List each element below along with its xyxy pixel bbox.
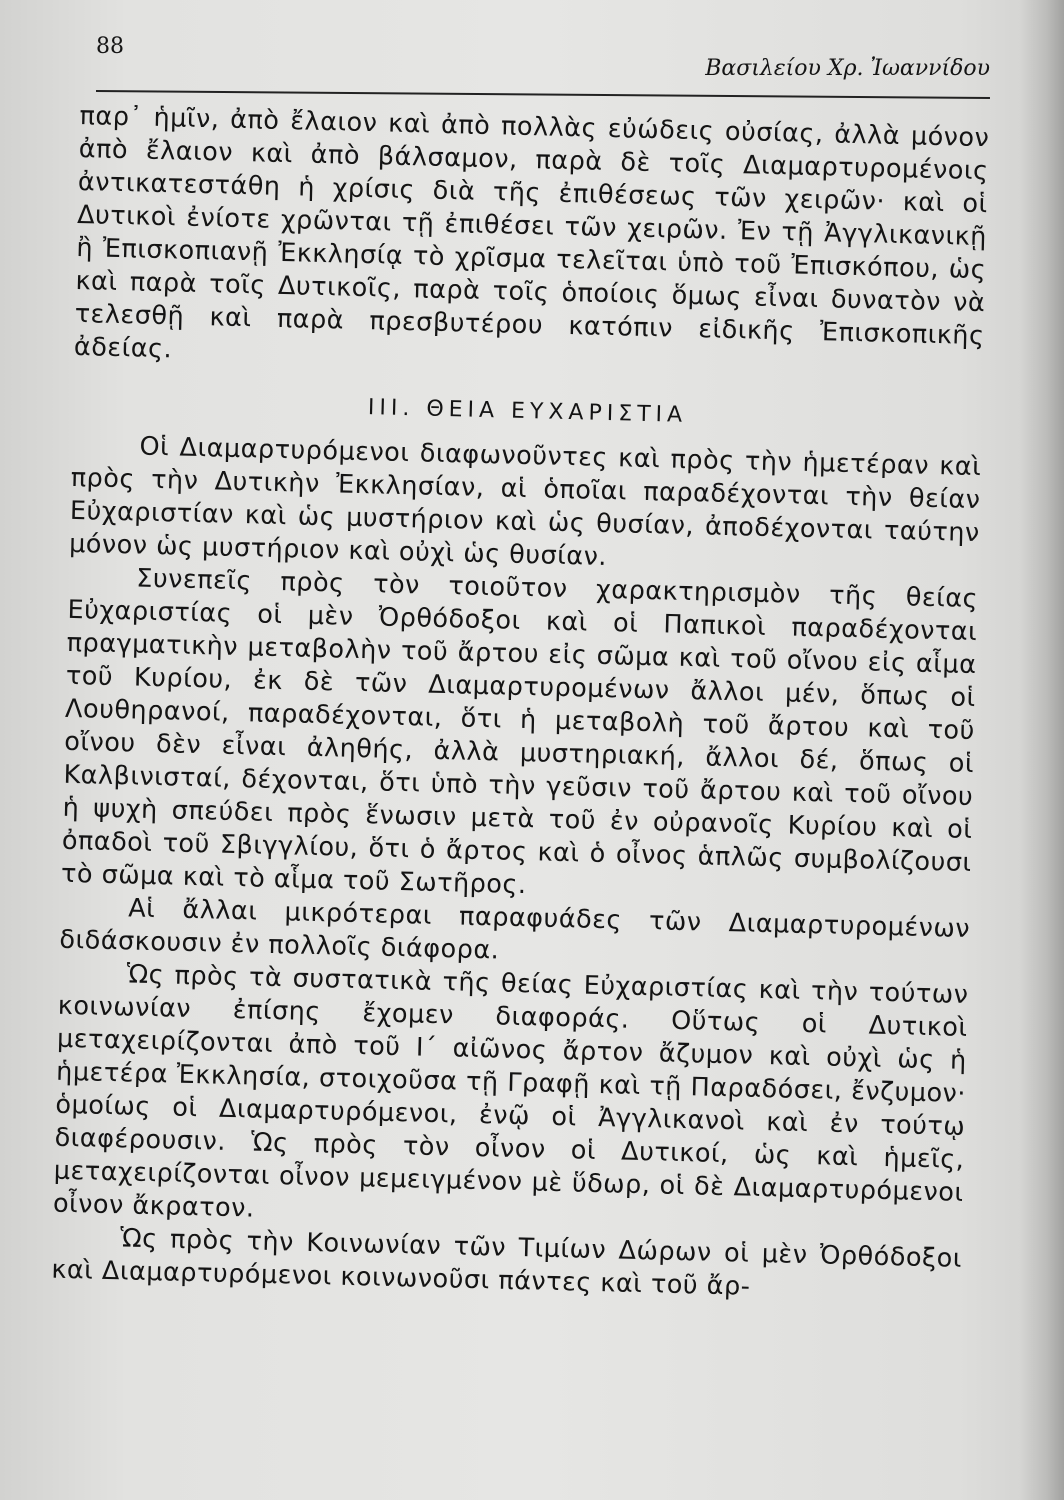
paragraph-minor-branches: Αἱ ἄλλαι μικρότεραι παραφυάδες τῶν Διαμαρτυρομένων διδάσκουσιν ἐν πολλοῖς διάφορα. [59, 893, 971, 966]
paragraph-elements-bread-wine: Ὡς πρὸς τὰ συστατικὰ τῆς θείας Εὐχαριστίας καὶ τὴν τούτων κοινωνίαν ἐπίσης ἔχομεν διαφοράς. Οὕτως οἱ Δυτικοὶ μεταχειρίζονται ἀπὸ τοῦ Ι´ αἰῶνος ἄρτον ἄζυμον καὶ οὐχὶ ὡς ἡ ἡμετέρα Ἐκκλησία, στοιχοῦσα τῇ Γραφῇ καὶ τῇ Παραδόσει, ἔνζυμον· ὁμοίως οἱ Διαμαρτυρόμενοι, ἐνῷ οἱ Ἀγγλικανοὶ καὶ ἐν τούτῳ διαφέρουσιν. Ὡς πρὸς τὸν οἶνον οἱ Δυτικοί, ὡς καὶ ἡμεῖς, μεταχειρίζονται οἶνον μεμειγμένον μὲ ὕδωρ, οἱ δὲ Διαμαρτυρόμενοι οἶνον ἄκρατον. [52, 959, 969, 1224]
running-title: Βασιλείου Χρ. Ἰωαννίδου [705, 56, 990, 81]
page-body [51, 100, 990, 1309]
paragraph-chrism-continued: παρ᾽ ἡμῖν, ἀπὸ ἔλαιον καὶ ἀπὸ πολλὰς εὐώδεις οὐσίας, ἀλλὰ μόνον ἀπὸ ἔλαιον καὶ ἀπὸ βάλσαμον, παρὰ δὲ τοῖς Διαμαρτυρομένοις ἀντικατεστάθη ἡ χρίσις διὰ τῆς ἐπιθέσεως τῶν χειρῶν· καὶ οἱ Δυτικοὶ ἐνίοτε χρῶνται τῇ ἐπιθέσει τῶν χειρῶν. Ἐν τῇ Ἀγγλικανικῇ ἢ Ἐπισκοπιανῇ Ἐκκλησίᾳ τὸ χρῖσμα τελεῖται ὑπὸ τοῦ Ἐπισκόπου, ὡς καὶ παρὰ τοῖς Δυτικοῖς, παρὰ τοῖς ὁποίοις ὅμως εἶναι δυνατὸν νὰ τελεσθῇ καὶ παρὰ πρεσβυτέρου κατόπιν εἰδικῆς Ἐπισκοπικῆς ἀδείας. [73, 100, 990, 365]
paragraph-eucharist-protestants: Οἱ Διαμαρτυρόμενοι διαφωνοῦντες καὶ πρὸς τὴν ἡμετέραν καὶ πρὸς τὴν Δυτικὴν Ἐκκλησίαν, αἱ ὁποῖαι παραδέχονται τὴν θείαν Εὐχαριστίαν καὶ ὡς μυστήριον καὶ ὡς θυσίαν, ἀποδέχονται ταύτην μόνον ὡς μυστήριον καὶ οὐχὶ ὡς θυσίαν. [68, 431, 982, 573]
page-number: 88 [96, 34, 124, 59]
header-rule [96, 90, 990, 99]
page-header [96, 28, 990, 98]
section-heading: III. ΘΕΙΑ ΕΥΧΑΡΙΣΤΙΑ [367, 395, 688, 428]
paragraph-transubstantiation: Συνεπεῖς πρὸς τὸν τοιοῦτον χαρακτηρισμὸν τῆς θείας Εὐχαριστίας οἱ μὲν Ὀρθόδοξοι καὶ οἱ Παπικοὶ παραδέχονται πραγματικὴν μεταβολὴν τοῦ ἄρτου εἰς σῶμα καὶ τοῦ οἴνου εἰς αἷμα τοῦ Κυρίου, ἐκ δὲ τῶν Διαμαρτυρομένων ἄλλοι μέν, ὅπως οἱ Λουθηρανοί, παραδέχονται, ὅτι ἡ μεταβολὴ τοῦ ἄρτου καὶ τοῦ οἴνου δὲν εἶναι ἀληθής, ἀλλὰ μυστηριακή, ἄλλοι δέ, ὅπως οἱ Καλβινισταί, δέχονται, ὅτι ὑπὸ τὴν γεῦσιν τοῦ ἄρτου καὶ τοῦ οἴνου ἡ ψυχὴ σπεύδει πρὸς ἕνωσιν μετὰ τοῦ ἐν οὐρανοῖς Κυρίου καὶ οἱ ὀπαδοὶ τοῦ Σβιγγλίου, ὅτι ὁ ἄρτος καὶ ὁ οἶνος ἁπλῶς συμβολίζουσι τὸ σῶμα καὶ τὸ αἷμα τοῦ Σωτῆρος. [60, 563, 979, 901]
page-gutter-shadow [1020, 0, 1064, 1500]
paragraph-communion: Ὡς πρὸς τὴν Κοινωνίαν τῶν Τιμίων Δώρων οἱ μὲν Ὀρθόδοξοι καὶ Διαμαρτυρόμενοι κοινωνοῦσι πάντες καὶ τοῦ ἄρ- [51, 1223, 963, 1302]
